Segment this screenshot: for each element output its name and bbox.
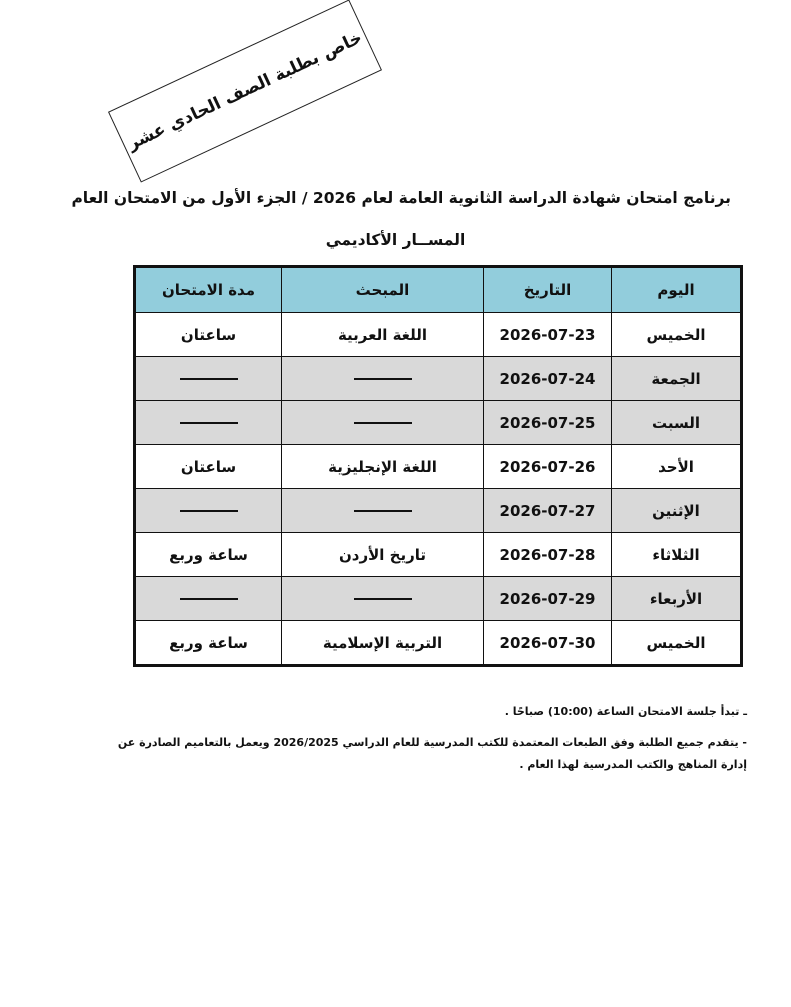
date-cell: 2026-07-24 <box>484 357 612 401</box>
subject-cell: اللغة الإنجليزية <box>282 445 484 489</box>
day-cell: الخميس <box>612 621 742 666</box>
date-cell: 2026-07-26 <box>484 445 612 489</box>
day-cell: الخميس <box>612 313 742 357</box>
textbook-note: - يتقدم جميع الطلبة وفق الطبعات المعتمدة للكتب المدرسية للعام الدراسي 2026/2025 ويعمل بالتعاميم الصادرة عن <box>117 736 747 749</box>
table-header-row <box>135 267 742 313</box>
empty-dash <box>354 378 412 380</box>
table-row <box>135 401 742 445</box>
date-cell: 2026-07-23 <box>484 313 612 357</box>
duration-cell: ساعة وربع <box>135 621 282 666</box>
empty-dash <box>180 378 238 380</box>
start-time-note: ـ تبدأ جلسة الامتحان الساعة (10:00) صباحًا . <box>504 705 747 718</box>
day-cell: السبت <box>612 401 742 445</box>
empty-dash <box>180 422 238 424</box>
date-cell: 2026-07-28 <box>484 533 612 577</box>
table-row <box>135 533 742 577</box>
table-row <box>135 357 742 401</box>
student-group-stamp <box>108 0 382 183</box>
subject-cell: تاريخ الأردن <box>282 533 484 577</box>
header-date: التاريخ <box>484 267 612 313</box>
subject-cell <box>282 401 484 445</box>
empty-dash <box>180 598 238 600</box>
table-row <box>135 577 742 621</box>
duration-cell <box>135 577 282 621</box>
subject-cell <box>282 489 484 533</box>
empty-dash <box>180 510 238 512</box>
table-row <box>135 489 742 533</box>
empty-dash <box>354 510 412 512</box>
table-row <box>135 313 742 357</box>
subject-cell <box>282 577 484 621</box>
day-cell: الإثنين <box>612 489 742 533</box>
day-cell: الأحد <box>612 445 742 489</box>
date-cell: 2026-07-27 <box>484 489 612 533</box>
textbook-note-continued: إدارة المناهج والكتب المدرسية لهذا العام . <box>519 758 747 771</box>
date-cell: 2026-07-30 <box>484 621 612 666</box>
subject-cell <box>282 357 484 401</box>
header-duration: مدة الامتحان <box>135 267 282 313</box>
duration-cell <box>135 357 282 401</box>
empty-dash <box>354 598 412 600</box>
exam-schedule-table <box>133 265 743 667</box>
schedule-title: برنامج امتحان شهادة الدراسة الثانوية العامة لعام 2026 / الجزء الأول من الامتحان العام <box>71 189 731 207</box>
date-cell: 2026-07-29 <box>484 577 612 621</box>
header-subject: المبحث <box>282 267 484 313</box>
duration-cell: ساعة وربع <box>135 533 282 577</box>
duration-cell: ساعتان <box>135 445 282 489</box>
date-cell: 2026-07-25 <box>484 401 612 445</box>
day-cell: الأربعاء <box>612 577 742 621</box>
table-row <box>135 445 742 489</box>
duration-cell <box>135 489 282 533</box>
table-row <box>135 621 742 666</box>
track-subtitle: المســار الأكاديمي <box>325 231 466 249</box>
duration-cell <box>135 401 282 445</box>
duration-cell: ساعتان <box>135 313 282 357</box>
stamp-text: خاص بطلبة الصف الحادي عشر <box>124 27 366 155</box>
day-cell: الجمعة <box>612 357 742 401</box>
empty-dash <box>354 422 412 424</box>
subject-cell: التربية الإسلامية <box>282 621 484 666</box>
subject-cell: اللغة العربية <box>282 313 484 357</box>
header-day: اليوم <box>612 267 742 313</box>
day-cell: الثلاثاء <box>612 533 742 577</box>
